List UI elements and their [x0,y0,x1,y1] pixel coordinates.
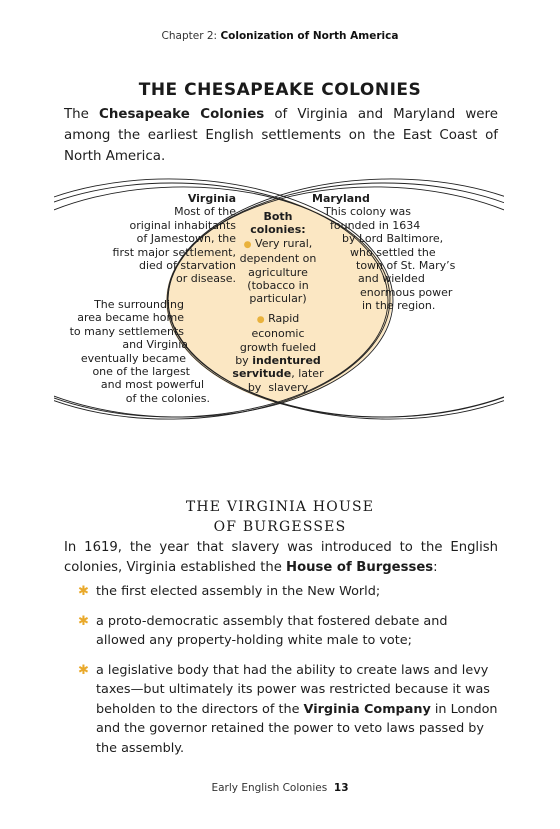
line: of Jamestown, the [136,232,236,246]
line: by Lord Baltimore, [342,232,444,246]
section-title-line-2: OF BURGESSES [213,519,347,535]
section-title [0,497,560,537]
chapter-title: Colonization of North America [220,30,399,42]
line: town of St. Mary’s [356,259,456,273]
bullet-dot-icon: ● [243,239,252,250]
intro-bold-term: Chesapeake Colonies [99,107,265,122]
text: : [433,560,438,575]
page-title: THE CHESAPEAKE COLONIES [138,80,422,100]
bold-term: servitude [232,367,292,381]
line: and Virginia [122,338,188,352]
intro-text: The [64,107,99,122]
both-point-2 [230,312,326,394]
virginia-para-1 [64,205,236,285]
text: a proto-democratic assembly that fostered debate and allowed any property-holding white male to vote; [96,613,448,648]
line: area became home [77,311,184,325]
line: one of the largest [92,365,190,379]
line [230,312,326,341]
line: founded in 1634 [330,218,421,232]
footer-text: Early English Colonies [211,782,328,794]
line: dependent on [239,252,317,266]
asterisk-bullet-icon: ✱ [78,662,89,678]
burgesses-paragraph [64,538,498,578]
text: by [235,354,253,368]
line: particular) [249,292,307,306]
list-item [78,612,498,651]
line: of the colonies. [125,391,210,405]
page-number: 13 [333,782,349,794]
intro-text-end: of Virginia and Maryland were among the earliest English settlements on the East Coast of North America. [64,107,498,164]
virginia-heading: Virginia [187,192,236,205]
line: This colony was [324,205,411,219]
asterisk-bullet-icon: ✱ [78,613,89,629]
text: the first elected assembly in the New World; [96,584,381,599]
text: , later [291,367,324,381]
bullet-dot-icon: ● [256,314,265,325]
line: or disease. [175,272,236,286]
list-item [78,582,498,602]
bold-term: House of Burgesses [286,560,434,575]
line: eventually became [80,351,186,365]
running-header [0,30,560,42]
line: first major settlement, [112,245,236,259]
bold-term: Virginia Company [303,701,431,717]
line: in the region. [362,299,436,313]
text: Very rural, [255,236,313,250]
section-title-line-1: THE VIRGINIA HOUSE [185,499,375,515]
line: Most of the [174,205,236,219]
line: enormous power [360,285,453,299]
asterisk-bullet-icon: ✱ [78,584,89,599]
maryland-heading: Maryland [312,192,370,205]
line: and wielded [358,272,425,286]
line: and most powerful [100,378,204,392]
virginia-para-2 [64,298,210,405]
text: in London and the governor retained the power to veto laws passed by the assembly. [96,701,498,756]
chapter-number: Chapter 2: [161,30,218,42]
list-item [78,661,498,759]
running-footer [0,782,560,794]
line [230,367,326,380]
text: a legislative body that had the ability to create laws and levy taxes—but ultimately its power was restricted because it was beholden to the directors of the [96,662,490,717]
line: who settled the [350,245,436,259]
line: colonies: [250,223,306,237]
line: agriculture [248,265,308,279]
line: by slavery [247,380,309,394]
line [230,354,326,367]
burgesses-bullet-list [78,582,498,768]
text: In 1619, the year that slavery was introduced to the English colonies, Virginia established the [64,540,498,575]
virginia-section [64,192,236,286]
line: The surrounding [94,298,184,311]
line: growth fueled [239,340,317,354]
line: died of starvation [138,259,236,273]
line: Both [263,210,293,223]
intro-paragraph [64,104,498,167]
text: Rapid economic [251,311,305,341]
line: to many settlements [69,324,184,338]
line: original inhabitants [129,218,236,232]
maryland-section [312,192,472,313]
line: (tobacco in [247,279,309,293]
bold-term: indentured [252,354,321,368]
